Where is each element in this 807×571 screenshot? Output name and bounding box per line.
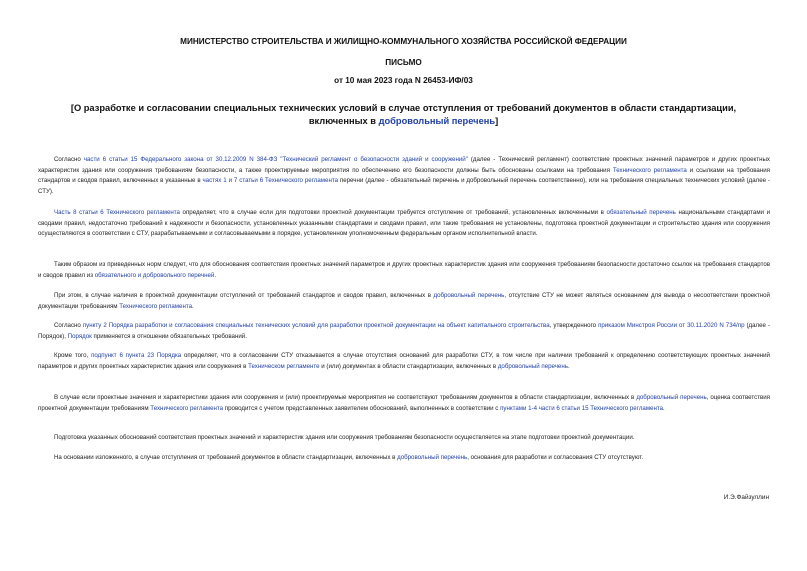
paragraph-1 xyxy=(38,155,770,198)
p3-text: Таким образом из приведенных норм следует, что для обоснования соответствия проектных значений параметров и других проектных характеристик здания или сооружения требованиям безопасности достаточно ссылок на требования стандартов и сводов правил из xyxy=(38,261,770,279)
p1-text: Согласно xyxy=(54,156,84,163)
p4-text: . xyxy=(192,302,194,310)
p5-text: , утвержденного xyxy=(549,322,599,329)
p9-text: , основания для разработки и согласования СТУ отсутствуют. xyxy=(467,454,644,461)
link-mandatory-voluntary-lists[interactable]: обязательного и добровольного перечней xyxy=(94,271,215,279)
link-tech-regulation[interactable]: Технического регламента xyxy=(119,302,192,310)
link-procedure[interactable]: Порядок xyxy=(67,332,92,340)
link-voluntary-list[interactable]: добровольный перечень xyxy=(497,362,568,370)
paragraph-7 xyxy=(38,393,770,414)
link-parts-1-7-article-6[interactable]: частях 1 и 7 статьи 6 Технического регламента xyxy=(202,177,338,185)
p7-text: , оценка соответствия проектной документации требованиям xyxy=(38,394,770,412)
ministry-heading: МИНИСТЕРСТВО СТРОИТЕЛЬСТВА И ЖИЛИЩНО-КОММУНАЛЬНОГО ХОЗЯЙСТВА РОССИЙСКОЙ ФЕДЕРАЦИИ xyxy=(180,37,627,46)
paragraph-9 xyxy=(38,453,770,464)
link-tech-regulation[interactable]: Техническом регламенте xyxy=(248,362,320,370)
p1-text: перечни (далее - обязательный перечень и добровольный перечень соответственно), или на требования специальных технических условий (далее - СТУ). xyxy=(38,177,770,196)
link-part-8-article-6[interactable]: Часть 8 статьи 6 Технического регламента xyxy=(54,209,180,216)
p6-text: определяет, что в согласовании СТУ отказывается в случае отсутствия оснований для разработки СТУ, в том числе при наличии требований к определению соответствующих проектных значений параметров и других проектных характеристик здания или сооружения в xyxy=(38,352,770,370)
p2-text: определяет, что в случае если для подготовки проектной документации требуется отступление от требований, установленных включенными в xyxy=(179,209,607,216)
title-text: [О разработке и согласовании специальных технических условий в случае отступления от требований документов в области стандартизации, включенных в xyxy=(70,103,737,126)
title-text-end: ] xyxy=(495,115,499,126)
p5-text: применяется в отношении обязательных требований. xyxy=(91,332,247,340)
p4-text: При этом, в случае наличия в проектной документации отступлений от требований стандартов и сводов правил, включенных в xyxy=(54,292,434,299)
p6-text: Кроме того, xyxy=(54,352,92,359)
p6-text: . xyxy=(567,362,570,370)
title-link-voluntary-list[interactable]: добровольный перечень xyxy=(378,115,496,126)
p5-text: Согласно xyxy=(54,322,83,329)
document-type: ПИСЬМО xyxy=(385,58,422,67)
p1-text: (далее - Технический регламент) соответствие проектных значений параметров и других проектных характеристик здания или сооружения требованиям безопасности, а также проектируемые мероприятия по обеспечению его безопасности должны быть обоснованы ссылками на требования xyxy=(38,156,770,174)
paragraph-6 xyxy=(38,351,770,372)
link-tech-regulation[interactable]: Технического регламента xyxy=(612,166,687,174)
link-law-384fz[interactable]: части 6 статьи 15 Федерального закона от 30.12.2009 N 384-ФЗ "Технический регламент о безопасности зданий и сооружений" xyxy=(83,156,468,163)
link-voluntary-list[interactable]: добровольный перечень xyxy=(433,292,505,299)
p2-text: национальными стандартами и сводами правил, недостаточно требований к надежности и безопасности, установленных указанными стандартами и сводами правил, или такие требования не установлены, подготовка проектной документации и строительство здания или сооружения осуществляются в соответствии с СТУ, разрабатываемыми и согласовываемыми в порядке, установленном уполномоченным федеральным органом исполнительной власти. xyxy=(38,209,770,238)
link-mandatory-list[interactable]: обязательный перечень xyxy=(606,209,676,216)
document-title xyxy=(60,102,747,127)
paragraph-3 xyxy=(38,260,770,281)
p7-text: . xyxy=(663,404,665,412)
paragraph-5 xyxy=(38,321,770,342)
paragraph-4 xyxy=(38,291,770,312)
signature: И.Э.Файзуллин xyxy=(723,494,769,501)
link-items-1-4-part-6-article-15[interactable]: пунктами 1-4 части 6 статьи 15 Технического регламента xyxy=(500,404,664,412)
link-voluntary-list[interactable]: добровольный перечень xyxy=(397,454,468,461)
p1-text: и ссылками на требования стандартов и сводов правил, включенных в указанные в xyxy=(38,166,770,185)
link-tech-regulation[interactable]: Технического регламента xyxy=(150,404,224,412)
p7-text: проводится с учетом представленных заявителем обоснований, выполненных в соответствии с xyxy=(223,404,501,412)
document-date-number: от 10 мая 2023 года N 26453-ИФ/03 xyxy=(334,76,473,85)
p5-text: (далее - Порядок), xyxy=(38,322,770,340)
p4-text: , отсутствие СТУ не может являться основанием для вывода о несоответствии проектной документации требованиям xyxy=(38,292,770,310)
p9-text: На основании изложенного, в случае отступления от требований документов в области стандартизации, включенных в xyxy=(54,454,398,461)
paragraph-8 xyxy=(38,433,770,444)
link-minstroy-order-734[interactable]: приказом Минстроя России от 30.11.2020 N 734/пр xyxy=(598,322,745,329)
link-subitem-6-item-23[interactable]: подпункт 6 пункта 23 Порядка xyxy=(91,352,182,359)
link-procedure-item-2[interactable]: пункту 2 Порядка разработки и согласования специальных технических условий для разработки проектной документации на объект капитального строительства xyxy=(82,322,550,329)
paragraph-2 xyxy=(38,208,770,240)
p8-text: Подготовка указанных обоснований соответствия проектных значений и характеристик здания или сооружения требованиям безопасности осуществляется на этапе подготовки проектной документации. xyxy=(54,434,635,441)
p7-text: В случае если проектные значения и характеристики здания или сооружения и (или) проектируемые мероприятия не соответствуют требованиям документов в области стандартизации, включенных в xyxy=(54,394,637,401)
p6-text: и (или) документах в области стандартизации, включенных в xyxy=(319,362,498,370)
p3-text: . xyxy=(214,271,217,279)
link-voluntary-list[interactable]: добровольный перечень xyxy=(636,394,707,401)
